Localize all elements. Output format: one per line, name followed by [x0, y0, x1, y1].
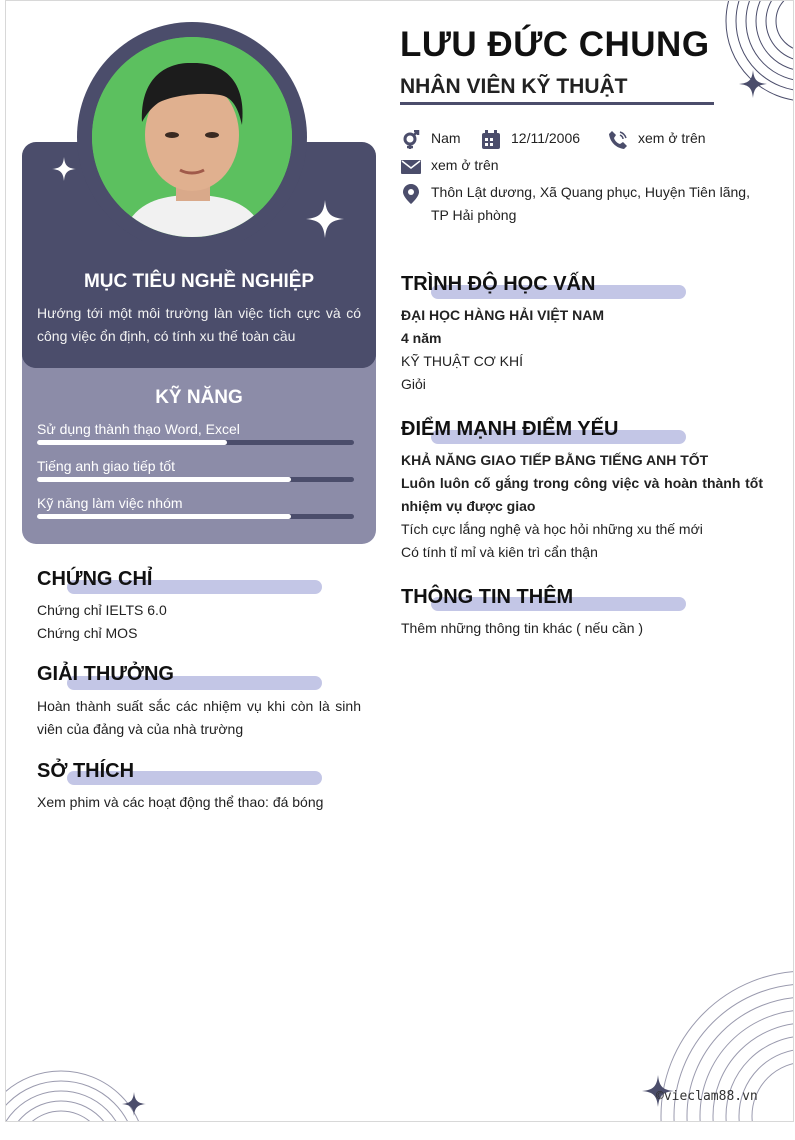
phone-value: xem ở trên: [638, 130, 706, 146]
certificates-title: CHỨNG CHỈ: [37, 568, 153, 590]
education-major: KỸ THUẬT CƠ KHÍ: [401, 353, 523, 369]
objective-title: MỤC TIÊU NGHỀ NGHIỆP: [83, 271, 315, 292]
email-info: [401, 157, 499, 177]
calendar-icon: [481, 130, 501, 150]
skill-label: Kỹ năng làm việc nhóm: [37, 495, 183, 511]
skill-item: [37, 495, 354, 519]
education-grade: Giỏi: [401, 376, 426, 392]
strengths-headline: KHẢ NĂNG GIAO TIẾP BẰNG TIẾNG ANH TỐT: [401, 452, 709, 468]
gender-icon: [401, 130, 421, 150]
education-title: TRÌNH ĐỘ HỌC VẤN: [401, 273, 596, 295]
gender-info: [401, 130, 461, 150]
skill-item: [37, 421, 354, 445]
phone-info: [608, 130, 706, 150]
skill-bar-fill: [37, 514, 291, 519]
objective-text: Hướng tới một môi trường làn việc tích cực và có công việc ổn định, có tính xu thế toàn cầu: [37, 305, 361, 344]
skill-bar-fill: [37, 477, 291, 482]
email-value: xem ở trên: [431, 157, 499, 173]
candidate-name: LƯU ĐỨC CHUNG: [400, 25, 710, 64]
cv-page: [5, 0, 794, 1122]
role-divider: [400, 102, 714, 105]
watermark: ©vieclam88.vn: [656, 1089, 758, 1104]
education-duration: 4 năm: [401, 330, 442, 346]
skill-label: Sử dụng thành thạo Word, Excel: [37, 421, 240, 437]
skills-title: KỸ NĂNG: [155, 387, 243, 408]
extra-title: THÔNG TIN THÊM: [401, 586, 574, 608]
education-school: ĐẠI HỌC HÀNG HẢI VIỆT NAM: [401, 307, 604, 323]
location-pin-icon: [401, 184, 421, 204]
skill-item: [37, 458, 354, 482]
hobbies-text: Xem phim và các hoạt động thể thao: đá bóng: [37, 794, 324, 810]
skill-bar: [37, 440, 354, 445]
sparkle-icon: [122, 1092, 146, 1116]
mail-icon: [401, 157, 421, 177]
address-value: Thôn Lật dương, Xã Quang phục, Huyện Tiên lãng, TP Hải phòng: [431, 184, 750, 223]
awards-title: GIẢI THƯỞNG: [37, 663, 174, 685]
gender-value: Nam: [431, 130, 461, 146]
sparkle-icon: [739, 70, 767, 98]
strengths-title: ĐIỂM MẠNH ĐIỂM YẾU: [401, 418, 619, 440]
strengths-line: Tích cực lắng nghệ và học hỏi những xu thế mới: [401, 521, 703, 537]
certificate-item: Chứng chỉ MOS: [37, 625, 138, 641]
candidate-role: NHÂN VIÊN KỸ THUẬT: [400, 75, 628, 98]
strengths-line: Có tính tỉ mỉ và kiên trì cẩn thận: [401, 544, 598, 560]
certificate-item: Chứng chỉ IELTS 6.0: [37, 602, 167, 618]
skill-bar-fill: [37, 440, 227, 445]
hobbies-title: SỞ THÍCH: [37, 760, 135, 782]
strengths-bold-text: Luôn luôn cố gắng trong công việc và hoàn thành tốt nhiệm vụ được giao: [401, 475, 763, 514]
avatar: [92, 37, 292, 237]
birthday-info: [481, 130, 580, 150]
extra-text: Thêm những thông tin khác ( nếu cần ): [401, 620, 644, 636]
skill-label: Tiếng anh giao tiếp tốt: [37, 458, 176, 474]
birthday-value: 12/11/2006: [511, 130, 581, 146]
skill-bar: [37, 477, 354, 482]
sparkle-icon: [52, 157, 76, 181]
address-info: [401, 184, 771, 227]
sparkle-icon: [306, 200, 344, 238]
awards-text: Hoàn thành suất sắc các nhiệm vụ khi còn là sinh viên của đảng và của nhà trường: [37, 698, 361, 737]
skill-bar: [37, 514, 354, 519]
phone-icon: [608, 130, 628, 150]
